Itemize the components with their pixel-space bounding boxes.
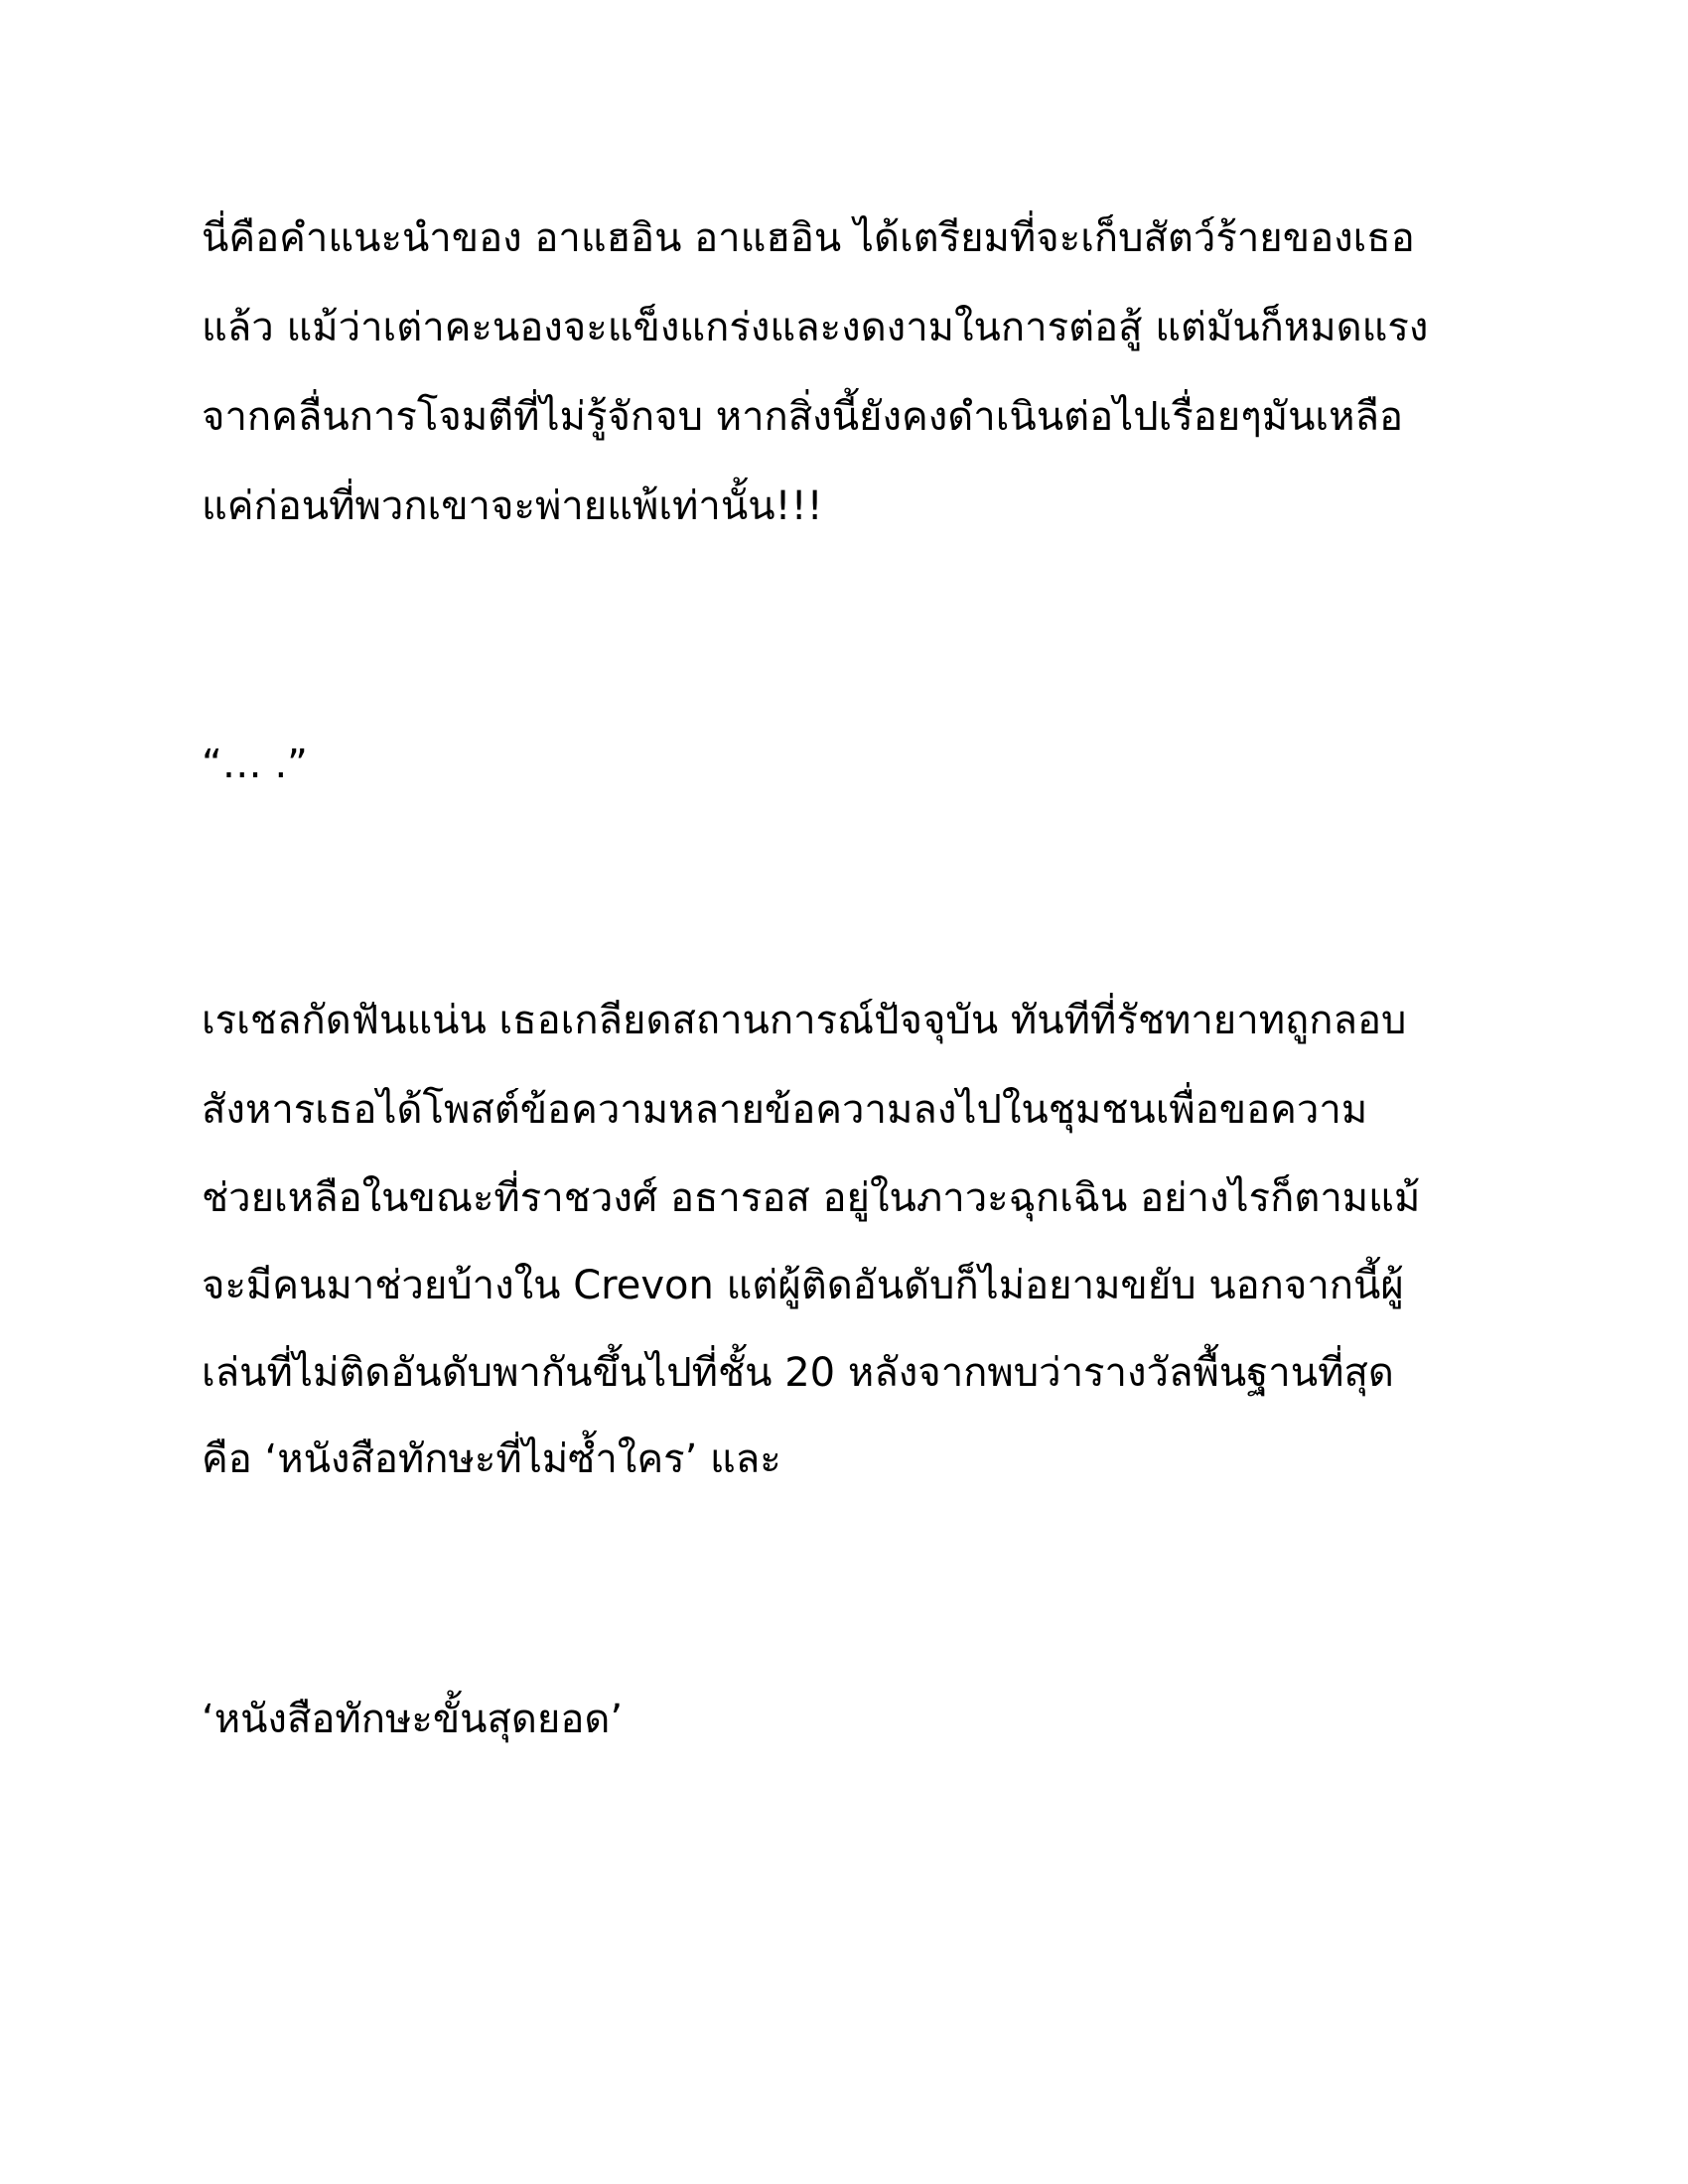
paragraph-2-line-5: เล่นที่ไม่ติดอันดับพากันขึ้นไปที่ชั้น 20 หลังจากพบว่ารางวัลพื้นฐานที่สุด <box>202 1350 1394 1396</box>
paragraph-2-line-6: คือ ‘หนังสือทักษะที่ไม่ซ้ำใคร’ และ <box>202 1436 781 1482</box>
paragraph-2-line-3: ช่วยเหลือในขณะที่ราชวงศ์ อธารอส อยู่ในภาวะฉุกเฉิน อย่างไรก็ตามแม้ <box>202 1175 1421 1221</box>
paragraph-2-line-2: สังหารเธอได้โพสต์ข้อความหลายข้อความลงไปในชุมชนเพื่อขอความ <box>202 1087 1368 1133</box>
dialogue-ellipsis: “… .” <box>202 742 308 787</box>
paragraph-2-line-1: เรเชลกัดฟันแน่น เธอเกลียดสถานการณ์ปัจจุบัน ทันทีที่รัชทายาทถูกลอบ <box>202 998 1407 1043</box>
paragraph-1-line-1: นี่คือคำแนะนำของ อาแฮอิน อาแฮอิน ได้เตรียมที่จะเก็บสัตว์ร้ายของเธอ <box>202 215 1415 261</box>
quote-ultimate-skill-book: ‘หนังสือทักษะขั้นสุดยอด’ <box>202 1697 624 1742</box>
paragraph-1-line-3: จากคลื่นการโจมตีที่ไม่รู้จักจบ หากสิ่งนี้ยังคงดำเนินต่อไปเรื่อยๆมันเหลือ <box>202 394 1403 440</box>
paragraph-2-line-4: จะมีคนมาช่วยบ้างใน Crevon แต่ผู้ติดอันดับก็ไม่อยามขยับ นอกจากนี้ผู้ <box>202 1263 1404 1308</box>
paragraph-1-line-2: แล้ว แม้ว่าเต่าคะนองจะแข็งแกร่งและงดงามในการต่อสู้ แต่มันก็หมดแรง <box>202 305 1429 350</box>
paragraph-1-line-4: แค่ก่อนที่พวกเขาจะพ่ายแพ้เท่านั้น!!! <box>202 483 823 529</box>
